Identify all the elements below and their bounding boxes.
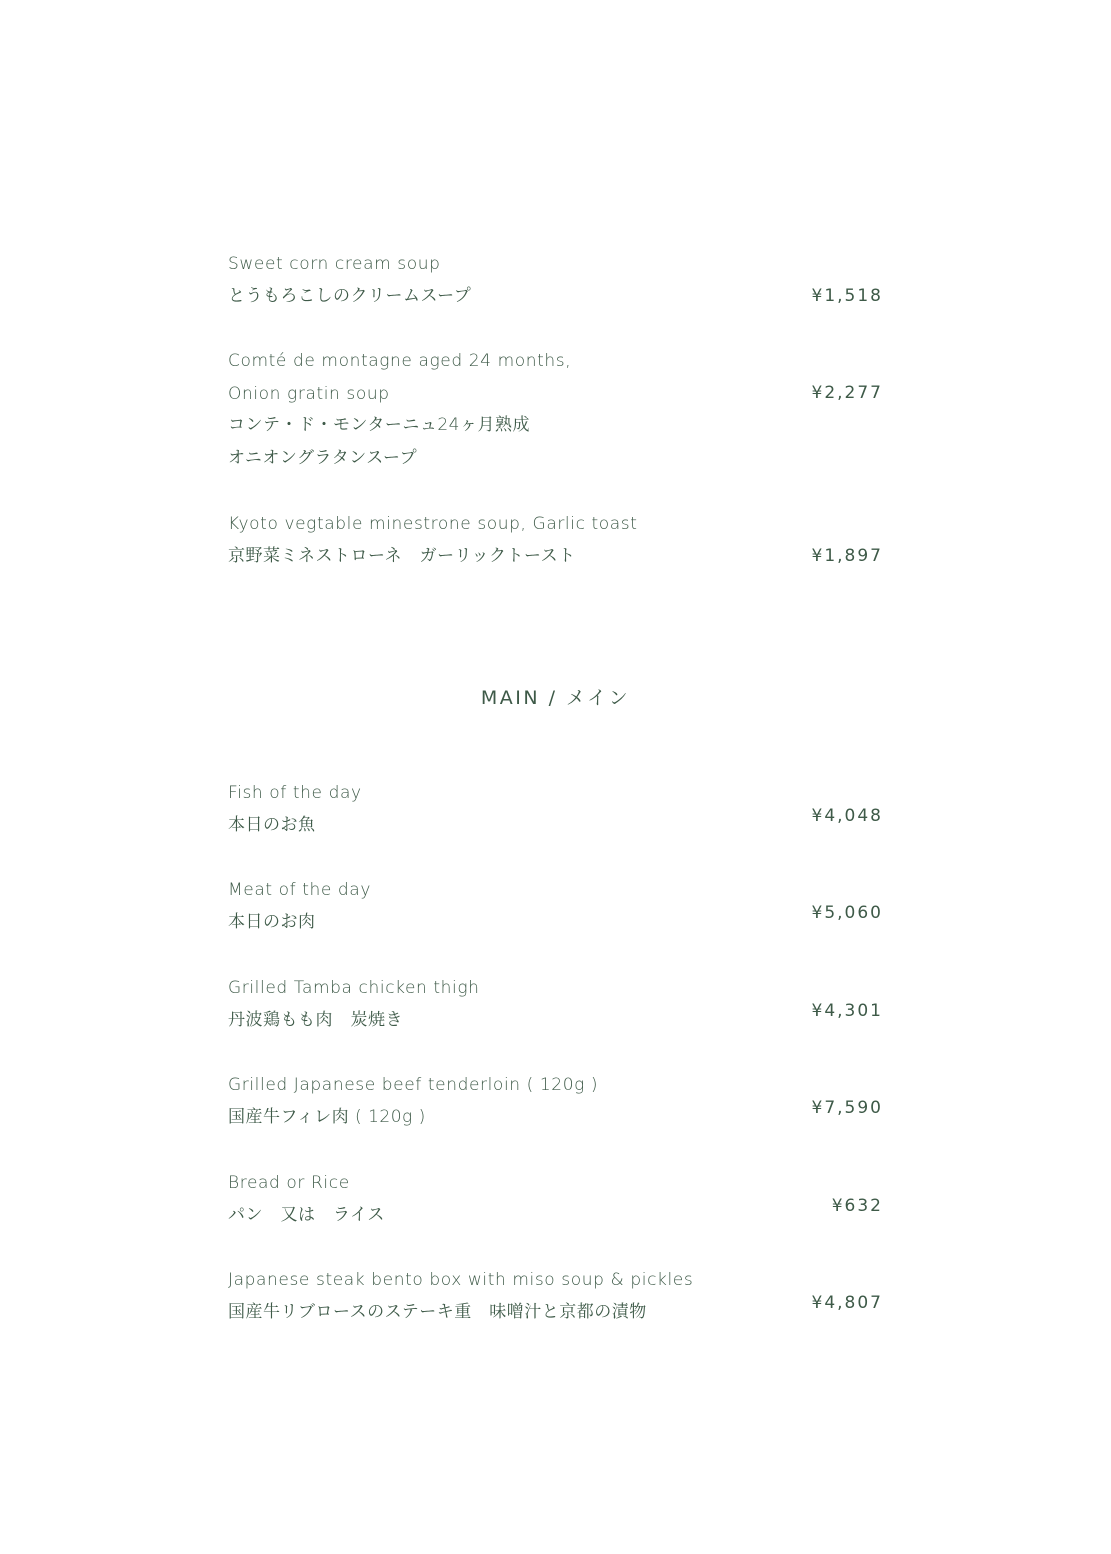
item-name-jp: 本日のお魚 <box>228 815 316 835</box>
item-price: ¥5,060 <box>811 903 883 923</box>
item-name-en: Comté de montagne aged 24 months, <box>228 351 572 371</box>
item-name-en: Japanese steak bento box with miso soup & pickles <box>228 1270 694 1290</box>
item-name-jp: 国産牛フィレ肉 ( 120g ) <box>228 1107 426 1127</box>
item-name-jp: 国産牛リブロースのステーキ重 味噌汁と京都の漬物 <box>228 1302 647 1322</box>
item-name-en-2: Onion gratin soup <box>228 384 390 404</box>
item-name-jp-2: オニオングラタンスープ <box>228 448 418 468</box>
item-price: ¥2,277 <box>811 383 883 403</box>
item-name-jp: コンテ・ド・モンターニュ24ヶ月熟成 <box>228 415 530 435</box>
item-name-en: Grilled Tamba chicken thigh <box>228 978 480 998</box>
item-name-jp: とうもろこしのクリームスープ <box>228 286 472 306</box>
item-price: ¥1,897 <box>811 546 883 566</box>
item-price: ¥7,590 <box>811 1098 883 1118</box>
item-name-en: Kyoto vegtable minestrone soup, Garlic toast <box>228 514 638 534</box>
item-name-en: Sweet corn cream soup <box>228 254 441 274</box>
item-name-jp: パン 又は ライス <box>228 1205 385 1225</box>
item-name-en: Fish of the day <box>228 783 362 803</box>
item-name-en: Bread or Rice <box>228 1173 350 1193</box>
item-name-jp: 本日のお肉 <box>228 912 316 932</box>
item-price: ¥1,518 <box>811 286 883 306</box>
item-name-en: Grilled Japanese beef tenderloin ( 120g ) <box>228 1075 599 1095</box>
item-price: ¥4,807 <box>811 1293 883 1313</box>
section-title-main: MAIN / メイン <box>480 687 631 709</box>
item-name-en: Meat of the day <box>228 880 371 900</box>
item-name-jp: 京野菜ミネストローネ ガーリックトースト <box>228 546 576 566</box>
item-price: ¥4,301 <box>811 1001 883 1021</box>
item-price: ¥632 <box>831 1196 883 1216</box>
item-price: ¥4,048 <box>811 806 883 826</box>
item-name-jp: 丹波鶏もも肉 炭焼き <box>228 1010 403 1030</box>
